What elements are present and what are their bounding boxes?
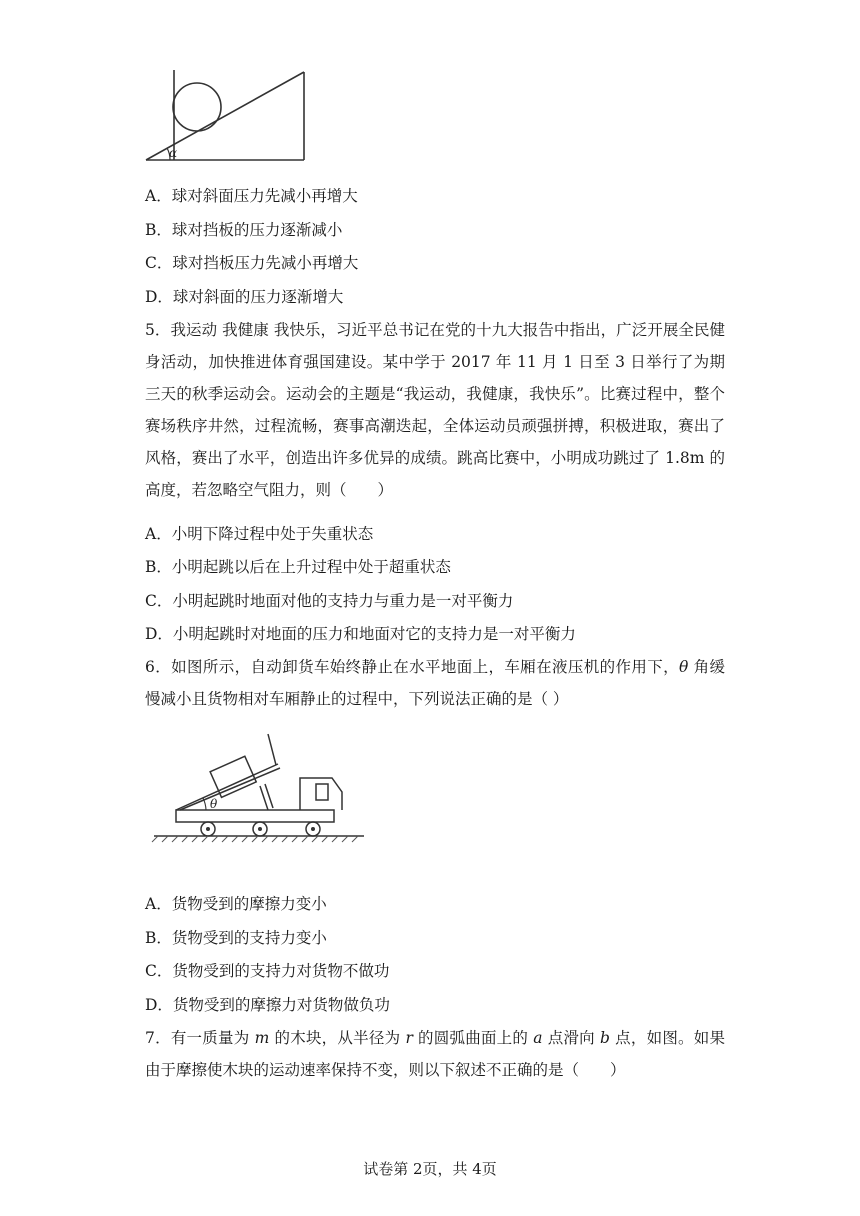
q5-stem: 5．我运动 我健康 我快乐，习近平总书记在党的十九大报告中指出，广泛开展全民健身活动，加快推进体育强国建设。某中学于 2017 年 11 月 1 日至 3 日举行了为期三天的秋季运动会。运动会的主题是“我运动，我健康，我快乐”。比赛过程中，整个赛场秩序井然，过程流畅，赛事高潮迭起，全体运动员顽强拼搏，积极进取，赛出了风格，赛出了水平，创造出许多优异的成绩。跳高比赛中，小明成功跳过了 1.8m 的高度，若忽略空气阻力，则（ ）: [145, 321, 725, 499]
point-b-symbol: b: [600, 1029, 610, 1047]
q7-part-1: 7．有一质量为: [145, 1029, 255, 1047]
q7-part-2: 的木块，从半径为: [269, 1029, 406, 1047]
incline-ball-figure: [140, 64, 310, 168]
q6-stem-part-b: 角缓慢减小且货物相对车厢静止的过程中，下列说法正确的是（ ）: [145, 658, 725, 708]
dump-truck-figure: [150, 728, 370, 844]
angle-theta-label: θ: [210, 797, 218, 811]
radius-symbol: r: [405, 1029, 413, 1047]
q6-option-c: C．货物受到的支持力对货物不做功: [145, 962, 390, 980]
q4-option-a: A．球对斜面压力先减小再增大: [145, 187, 358, 205]
q5-option-c: C．小明起跳时地面对他的支持力与重力是一对平衡力: [145, 592, 514, 610]
q6-stem-part-a: 6．如图所示，自动卸货车始终静止在水平地面上，车厢在液压机的作用下，: [145, 658, 679, 676]
angle-alpha-label: α: [169, 146, 178, 160]
page-footer: 试卷第 2页，共 4页: [363, 1160, 497, 1178]
q5-option-a: A．小明下降过程中处于失重状态: [145, 525, 374, 543]
q7-part-3: 的圆弧曲面上的: [412, 1029, 534, 1047]
q7-part-4: 点滑向: [542, 1029, 601, 1047]
q6-stem: [145, 651, 725, 715]
q6-option-a: A．货物受到的摩擦力变小: [145, 895, 327, 913]
q6-option-b: B．货物受到的支持力变小: [145, 929, 327, 947]
q7-stem: [145, 1022, 725, 1086]
q7-part-5: 点，如图。如果由于摩擦使木块的运动速率保持不变，则以下叙述不正确的是（ ）: [145, 1029, 726, 1079]
point-a-symbol: a: [533, 1029, 543, 1047]
q5-option-b: B．小明起跳以后在上升过程中处于超重状态: [145, 558, 451, 576]
theta-symbol: θ: [678, 658, 689, 676]
q5-option-d: D．小明起跳时对地面的压力和地面对它的支持力是一对平衡力: [145, 625, 576, 643]
q6-option-d: D．货物受到的摩擦力对货物做负功: [145, 996, 390, 1014]
q4-option-b: B．球对挡板的压力逐渐减小: [145, 221, 343, 239]
mass-symbol: m: [254, 1029, 270, 1047]
q4-option-d: D．球对斜面的压力逐渐增大: [145, 288, 344, 306]
ball: [173, 83, 221, 131]
q4-option-c: C．球对挡板压力先减小再增大: [145, 254, 359, 272]
